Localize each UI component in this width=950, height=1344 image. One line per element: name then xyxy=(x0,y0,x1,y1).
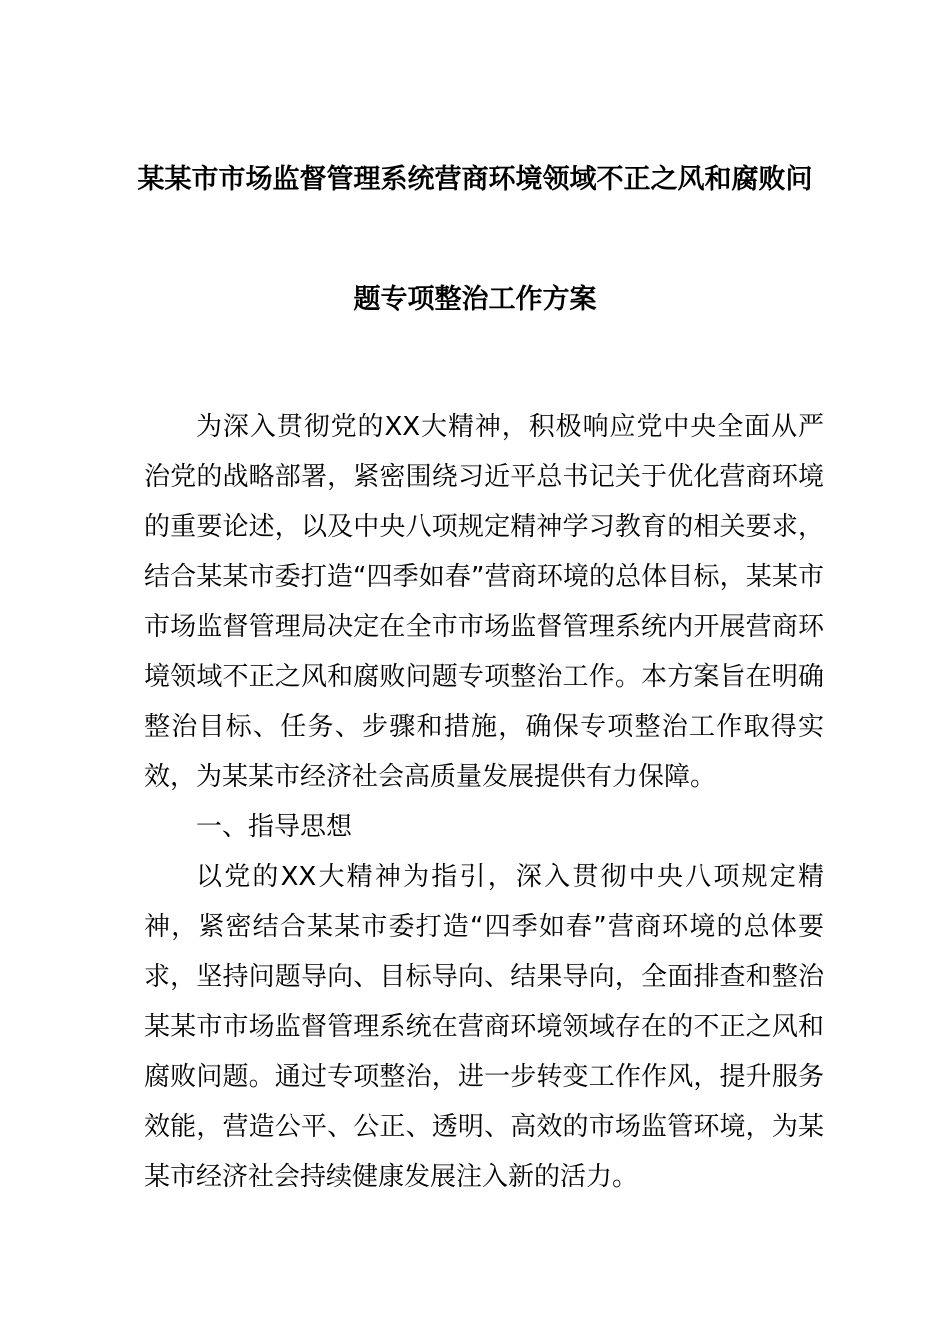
section-heading-guiding-ideology: 一、指导思想 xyxy=(196,812,353,842)
document-title-line-2: 题专项整治工作方案 xyxy=(353,284,597,315)
guiding-ideology-paragraph: 以党的XX大精神为指引，深入贯彻中央八项规定精神，紧密结合某某市委打造“四季如春”营商环境的总体要求，坚持问题导向、目标导向、结果导向，全面排查和整治某某市市场监督管理系统在营商环境领域存在的不正之风和腐败问题。通过专项整治，进一步转变工作作风，提升服务效能，营造公平、公正、透明、高效的市场监管环境，为某某市经济社会持续健康发展注入新的活力。 xyxy=(144,862,824,1192)
intro-paragraph: 为深入贯彻党的XX大精神，积极响应党中央全面从严治党的战略部署，紧密围绕习近平总书记关于优化营商环境的重要论述，以及中央八项规定精神学习教育的相关要求，结合某某市委打造“四季如春”营商环境的总体目标，某某市市场监督管理局决定在全市市场监督管理系统内开展营商环境领域不正之风和腐败问题专项整治工作。本方案旨在明确整治目标、任务、步骤和措施，确保专项整治工作取得实效，为某某市经济社会高质量发展提供有力保障。 xyxy=(144,412,824,792)
document-title-line-1: 某某市市场监督管理系统营商环境领域不正之风和腐败问 xyxy=(137,164,813,195)
document-body xyxy=(144,402,824,1202)
